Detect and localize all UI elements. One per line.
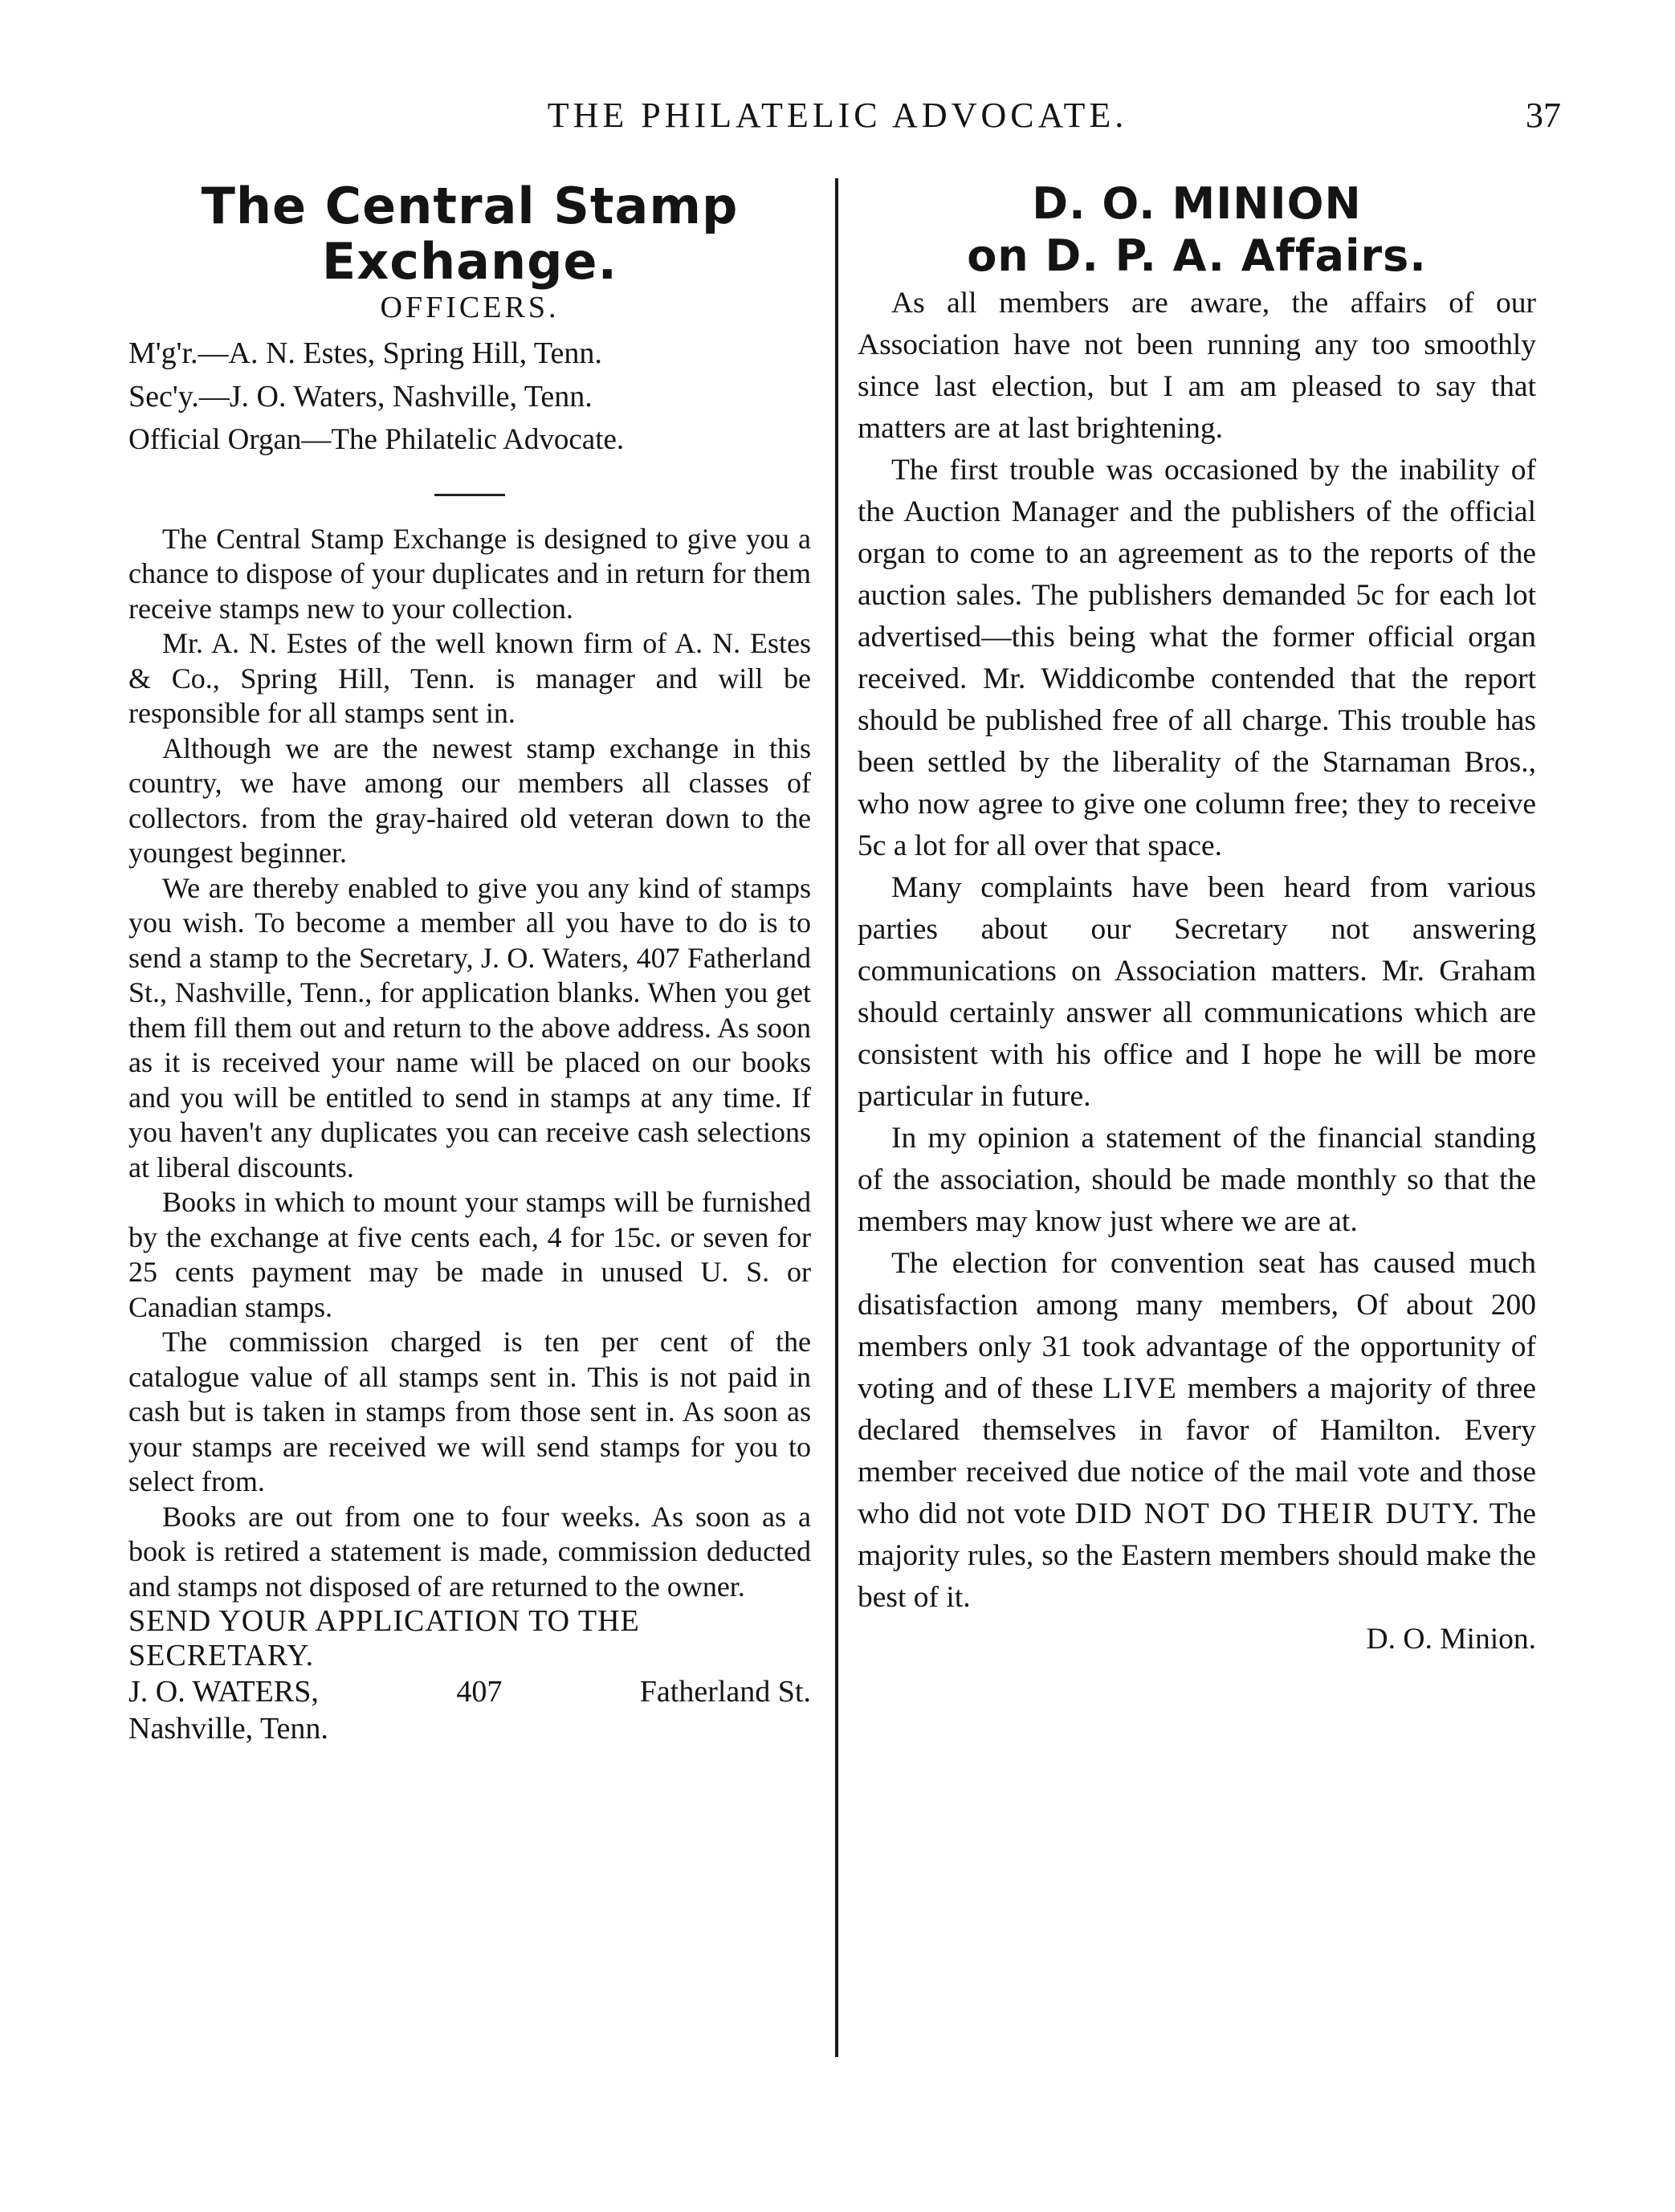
left-column	[128, 178, 811, 1747]
left-paragraph: We are thereby enabled to give you any kind of stamps you wish. To become a member all you have to do is to send a stamp to the Secretary, J. O. Waters, 407 Fatherland St., Nashville, Tenn., for application blanks. When you get them fill them out and return to the above address. As soon as it is received your name will be placed on our books and you will be entitled to send in stamps at any time. If you haven't any duplicates you can receive cash selections at liberal discounts.	[128, 871, 811, 1183]
left-paragraph: Books are out from one to four weeks. As soon as a book is retired a statement is made, commission deducted and stamps not disposed of are returned to the owner.	[128, 1500, 811, 1603]
left-paragraph: The Central Stamp Exchange is designed to give you a chance to dispose of your duplicates and in return for them receive stamps new to your collection.	[128, 522, 811, 625]
did-not-do-duty-emphasis: DID NOT DO THEIR DUTY.	[1074, 1497, 1481, 1530]
left-paragraph: The commission charged is ten per cent of the catalogue value of all stamps sent in. This is not paid in cash but is taken in stamps from those sent in. As soon as your stamps are received we will send stamps for you to select from.	[128, 1326, 811, 1498]
live-emphasis: LIVE	[1102, 1371, 1178, 1405]
page-number: 37	[1526, 96, 1561, 135]
officers-heading: OFFICERS.	[380, 290, 560, 324]
left-title-line1: The Central Stamp	[201, 177, 739, 235]
left-title-line2: Exchange.	[321, 232, 618, 291]
running-title: THE PHILATELIC ADVOCATE.	[547, 96, 1128, 135]
section-divider	[434, 494, 505, 496]
right-title-line2: on D. P. A. Affairs.	[967, 230, 1427, 281]
right-paragraph-final	[858, 1243, 1536, 1619]
right-paragraph: The first trouble was occasioned by the inability of the Auction Manager and the publishers of the official organ to come to an agreement as to the reports of the auction sales. The publishers demanded 5c for each lot advertised—this being what the former official organ received. Mr. Widdicombe contended that the report should be published free of all charge. This trouble has been settled by the liberality of the Starnaman Bros., who now agree to give one column free; they to receive 5c a lot for all over that space.	[858, 453, 1536, 862]
left-article-title	[128, 178, 811, 290]
right-paragraph: Many complaints have been heard from various parties about our Secretary not answering communications on Association matters. Mr. Graham should certainly answer all communications which are consistent with his office and I hope he will be more particular in future.	[858, 870, 1536, 1113]
right-article-title	[858, 178, 1536, 283]
right-paragraph: In my opinion a statement of the financial standing of the association, should be made monthly so that the members may know just where we are at.	[858, 1121, 1536, 1238]
signature: D. O. Minion.	[1366, 1622, 1536, 1656]
left-paragraph: Mr. A. N. Estes of the well known firm of A. N. Estes & Co., Spring Hill, Tenn. is manager and will be responsible for all stamps sent in.	[128, 627, 811, 730]
address-city: Nashville, Tenn.	[128, 1712, 328, 1746]
left-paragraph: Although we are the newest stamp exchange in this country, we have among our members all classes of collectors. from the gray-haired old veteran down to the youngest beginner.	[128, 731, 811, 870]
closing-instruction: SEND YOUR APPLICATION TO THE SECRETARY.	[128, 1604, 640, 1673]
address-number: 407	[456, 1675, 503, 1709]
signature-line	[858, 1619, 1536, 1660]
final-para-part-a: The election for convention seat has caused much disatisfaction among many members, Of about 200 members only 31 took advantage of the opportunity of voting and of these	[858, 1246, 1536, 1405]
left-paragraph: Books in which to mount your stamps will be furnished by the exchange at five cents each, 4 for 15c. or seven for 25 cents payment may be made in unused U. S. or Canadian stamps.	[128, 1186, 811, 1323]
address-street: Fatherland St.	[639, 1675, 811, 1709]
officer-manager: M'g'r.—A. N. Estes, Spring Hill, Tenn.	[128, 336, 602, 370]
final-para-part-b: members a majority of three declared themselves in favor of Hamilton. Every member received due notice of the mail vote and those who did not vote	[858, 1371, 1537, 1530]
officer-organ: Official Organ—The Philatelic Advocate.	[128, 422, 625, 456]
right-column	[858, 178, 1536, 1660]
final-para-part-c: The majority rules, so the Eastern members should make the best of it.	[858, 1497, 1536, 1614]
right-paragraph: As all members are aware, the affairs of our Association have not been running any too smoothly since last election, but I am am pleased to say that matters are at last brightening.	[858, 286, 1536, 445]
column-divider	[835, 178, 838, 2057]
officer-secretary: Sec'y.—J. O. Waters, Nashville, Tenn.	[128, 379, 593, 413]
right-title-line1: D. O. MINION	[1032, 178, 1362, 229]
address-name: J. O. WATERS,	[128, 1675, 319, 1709]
secretary-address	[128, 1673, 811, 1710]
